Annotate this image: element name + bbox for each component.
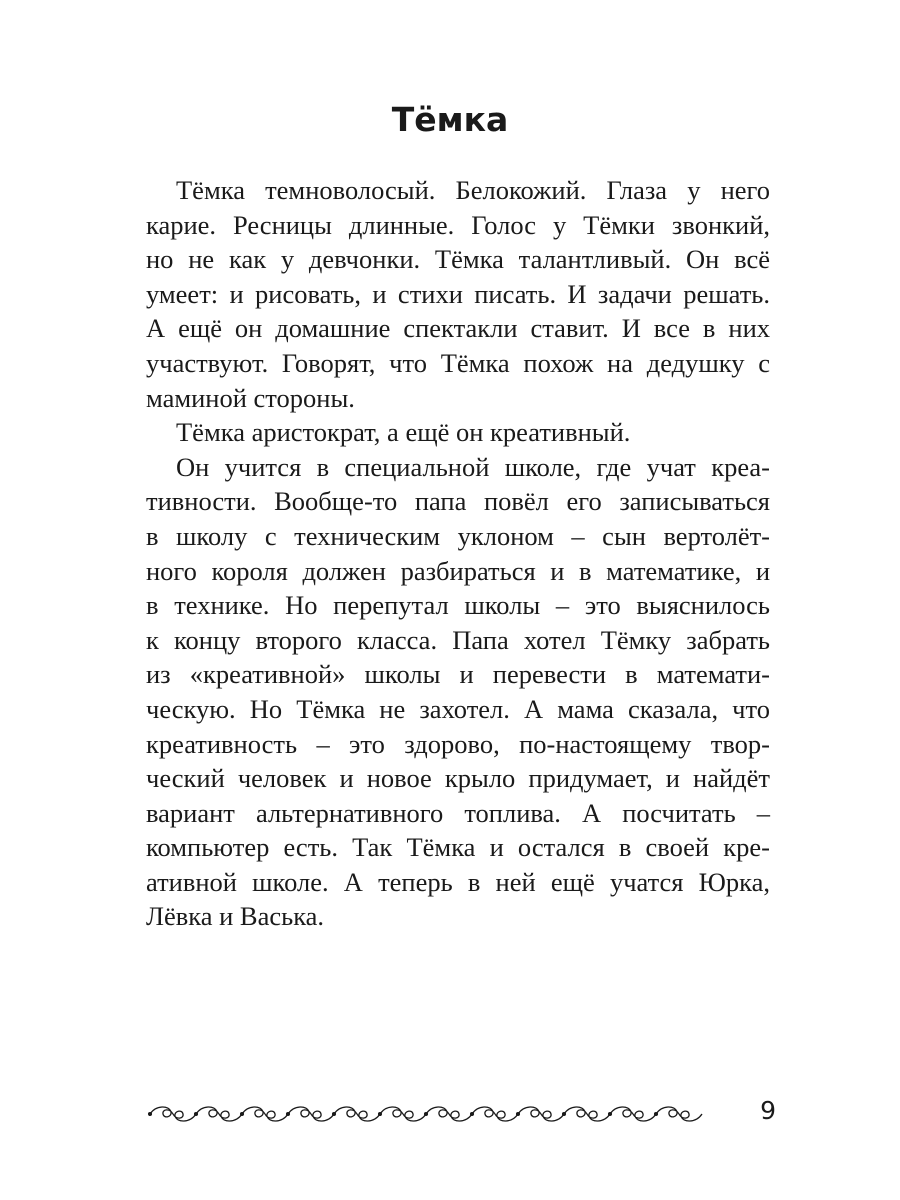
text-line: карие. Ресницы длинные. Голос у Тёмки звонкий, — [146, 209, 770, 240]
text-line: ческую. Но Тёмка не захотел. А мама сказала, что — [146, 693, 770, 724]
text-line: ного короля должен разбираться и в математике, и — [146, 555, 770, 586]
ornament-dot — [379, 1113, 382, 1116]
ornament-dot — [563, 1113, 566, 1116]
ornament-loop — [196, 1107, 242, 1121]
ornament-dot — [149, 1113, 152, 1116]
ornament-loop — [610, 1107, 656, 1121]
text-line: из «креативной» школы и перевести в математи- — [146, 659, 770, 690]
page-number: 9 — [760, 1096, 776, 1125]
text-line: вариант альтернативного топлива. А посчитать – — [146, 797, 770, 828]
ornament-dot — [471, 1113, 474, 1116]
text-line: в школу с техническим уклоном – сын вертолёт- — [146, 520, 770, 551]
text-line: но не как у девчонки. Тёмка талантливый. Он всё — [146, 244, 770, 275]
ornament-border-icon — [146, 1102, 706, 1126]
ornament-loop — [564, 1107, 610, 1121]
ornament-dot — [287, 1113, 290, 1116]
ornament-loop — [380, 1107, 426, 1121]
chapter-title: Тёмка — [391, 100, 509, 139]
text-line: к концу второго класса. Папа хотел Тёмку забрать — [146, 624, 770, 655]
text-line: креативность – это здорово, по-настоящему твор- — [146, 728, 770, 759]
text-line: тивности. Вообще-то папа повёл его записываться — [146, 486, 770, 517]
ornament-loop — [334, 1107, 380, 1121]
chapter-body — [146, 173, 770, 934]
text-line: компьютер есть. Так Тёмка и остался в своей кре- — [146, 832, 770, 863]
ornament-dot — [195, 1113, 198, 1116]
ornament-dot — [655, 1113, 658, 1116]
ornament-loop — [656, 1107, 702, 1121]
text-line: Лёвка и Васька. — [146, 901, 325, 932]
text-line: Тёмка темноволосый. Белокожий. Глаза у него — [176, 175, 770, 205]
text-line: ативной школе. А теперь в ней ещё учатся Юрка, — [146, 866, 770, 897]
text-line: маминой стороны. — [146, 382, 355, 413]
text-line: Он учится в специальной школе, где учат креа- — [176, 451, 770, 482]
text-line: в технике. Но перепутал школы – это выяснилось — [146, 590, 770, 621]
ornament-loop — [472, 1107, 518, 1121]
text-line: участвуют. Говорят, что Тёмка похож на дедушку с — [146, 347, 770, 378]
ornament-dot — [241, 1113, 244, 1116]
ornament-dot — [333, 1113, 336, 1116]
ornament-dot — [609, 1113, 612, 1116]
ornament-loop — [518, 1107, 564, 1121]
ornament-dot — [517, 1113, 520, 1116]
ornament-dot — [425, 1113, 428, 1116]
ornament-loop — [426, 1107, 472, 1121]
text-line: А ещё он домашние спектакли ставит. И все в них — [146, 313, 770, 344]
ornament-loop — [288, 1107, 334, 1121]
text-line: Тёмка аристократ, а ещё он креативный. — [176, 417, 631, 448]
ornament-loop — [150, 1107, 196, 1121]
ornament-loop — [242, 1107, 288, 1121]
text-line: ческий человек и новое крыло придумает, и найдёт — [146, 763, 770, 794]
text-line: умеет: и рисовать, и стихи писать. И задачи решать. — [146, 278, 770, 309]
